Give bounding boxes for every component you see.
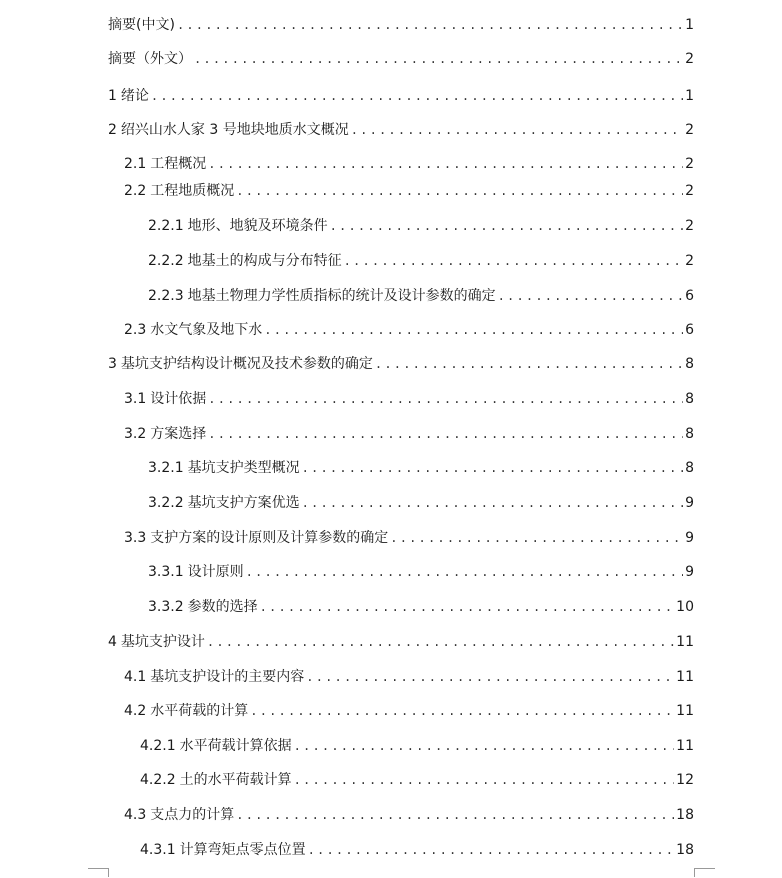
- dot-leader: [294, 737, 675, 755]
- toc-entry-4-1[interactable]: [124, 664, 694, 686]
- toc-entry-2-2-3[interactable]: [148, 283, 694, 305]
- dot-leader: [236, 806, 674, 824]
- toc-number: 1: [108, 88, 117, 104]
- dot-leader: [294, 771, 675, 789]
- dot-leader: [208, 390, 683, 408]
- toc-page-number: 9: [685, 530, 694, 546]
- toc-title: 基坑支护设计的主要内容: [150, 669, 305, 685]
- toc-title: 摘要(中文): [108, 17, 175, 33]
- toc-entry-2-2[interactable]: [124, 178, 694, 200]
- dot-leader: [351, 121, 683, 139]
- dot-leader: [194, 50, 683, 68]
- toc-page-number: 9: [685, 495, 694, 511]
- toc-page-number: 10: [676, 599, 694, 615]
- toc-title: 地基土的构成与分布特征: [187, 253, 342, 269]
- toc-page-number: 2: [685, 51, 694, 67]
- toc-number: 4.3.1: [140, 842, 176, 858]
- toc-page-number: 18: [676, 842, 694, 858]
- toc-number: 4.3: [124, 807, 147, 823]
- toc-page-number: 6: [685, 288, 694, 304]
- toc-number: 4: [108, 634, 117, 650]
- toc-entry-2-3[interactable]: [124, 317, 694, 339]
- toc-number: 3.1: [124, 391, 147, 407]
- toc-title: 设计依据: [150, 391, 207, 407]
- toc-number: 3.3.1: [148, 564, 184, 580]
- toc-number: 2.2: [124, 183, 147, 199]
- dot-leader: [250, 702, 674, 720]
- toc-title: 地形、地貌及环境条件: [187, 218, 328, 234]
- dot-leader: [330, 217, 683, 235]
- toc-number: 3.3: [124, 530, 147, 546]
- toc-title: 支护方案的设计原则及计算参数的确定: [150, 530, 389, 546]
- toc-number: 2.1: [124, 156, 147, 172]
- toc-entry-3-3-1[interactable]: [148, 559, 694, 581]
- toc-page-number: 2: [685, 156, 694, 172]
- toc-page-number: 12: [676, 772, 694, 788]
- dot-leader: [207, 633, 674, 651]
- toc-title: 设计原则: [187, 564, 244, 580]
- toc-title: 方案选择: [150, 426, 207, 442]
- toc-page-number: 6: [685, 322, 694, 338]
- toc-page-number: 8: [685, 460, 694, 476]
- toc-page-number: 2: [685, 253, 694, 269]
- toc-entry-3[interactable]: [108, 351, 694, 373]
- toc-title: 基坑支护类型概况: [187, 460, 300, 476]
- toc-title: 参数的选择: [187, 599, 258, 615]
- dot-leader: [246, 563, 683, 581]
- toc-entry-1[interactable]: [108, 83, 694, 105]
- toc-title: 水文气象及地下水: [150, 322, 263, 338]
- toc-page-number: 2: [685, 218, 694, 234]
- toc-page-number: 11: [676, 738, 694, 754]
- toc-number: 3: [108, 356, 117, 372]
- toc-title: 土的水平荷载计算: [179, 772, 292, 788]
- toc-number: 2.2.3: [148, 288, 184, 304]
- dot-leader: [264, 321, 683, 339]
- toc-entry-2-2-2[interactable]: [148, 248, 694, 270]
- toc-page-number: 8: [685, 356, 694, 372]
- toc-entry-4-2[interactable]: [124, 698, 694, 720]
- dot-leader: [375, 355, 683, 373]
- toc-entry-3-3[interactable]: [124, 525, 694, 547]
- toc-title: 计算弯矩点零点位置: [179, 842, 306, 858]
- toc-entry-2-2-1[interactable]: [148, 213, 694, 235]
- toc-entry-abstract-foreign[interactable]: [108, 46, 694, 68]
- toc-title: 摘要（外文）: [108, 51, 192, 67]
- toc-entry-4-3-1[interactable]: [140, 837, 694, 859]
- toc-title: 工程地质概况: [150, 183, 235, 199]
- toc-page-number: 9: [685, 564, 694, 580]
- dot-leader: [260, 598, 675, 616]
- toc-page-number: 18: [676, 807, 694, 823]
- toc-number: 3.2.1: [148, 460, 184, 476]
- dot-leader: [177, 16, 683, 34]
- toc-title: 水平荷载的计算: [150, 703, 249, 719]
- toc-entry-3-1[interactable]: [124, 386, 694, 408]
- toc-page-number: 2: [685, 122, 694, 138]
- toc-entry-3-2[interactable]: [124, 421, 694, 443]
- toc-page-number: 2: [685, 183, 694, 199]
- dot-leader: [208, 425, 683, 443]
- toc-title: 工程概况: [150, 156, 207, 172]
- toc-page-number: 8: [685, 391, 694, 407]
- page-corner-mark-left: [88, 868, 109, 877]
- toc-entry-3-2-2[interactable]: [148, 490, 694, 512]
- toc-number: 2.3: [124, 322, 147, 338]
- dot-leader: [151, 87, 683, 105]
- toc-title: 支点力的计算: [150, 807, 235, 823]
- toc-entry-4-3[interactable]: [124, 802, 694, 824]
- toc-number: 4.1: [124, 669, 147, 685]
- toc-page-number: 1: [685, 17, 694, 33]
- toc-entry-4-2-2[interactable]: [140, 767, 694, 789]
- dot-leader: [208, 155, 683, 173]
- dot-leader: [308, 841, 675, 859]
- toc-number: 2.2.1: [148, 218, 184, 234]
- dot-leader: [390, 529, 683, 547]
- toc-page-number: 8: [685, 426, 694, 442]
- dot-leader: [306, 668, 674, 686]
- dot-leader: [302, 459, 683, 477]
- toc-title: 基坑支护方案优选: [187, 495, 300, 511]
- toc-number: 4.2.1: [140, 738, 176, 754]
- toc-number: 2: [108, 122, 117, 138]
- dot-leader: [344, 252, 683, 270]
- toc-entry-4[interactable]: [108, 629, 694, 651]
- toc-title: 水平荷载计算依据: [179, 738, 292, 754]
- dot-leader: [498, 287, 683, 305]
- toc-entry-4-2-1[interactable]: [140, 733, 694, 755]
- toc-number: 2.2.2: [148, 253, 184, 269]
- toc-entry-3-3-2[interactable]: [148, 594, 694, 616]
- toc-entry-abstract-cn[interactable]: [108, 12, 694, 34]
- toc-entry-2-1[interactable]: [124, 151, 694, 173]
- toc-entry-3-2-1[interactable]: [148, 455, 694, 477]
- dot-leader: [236, 182, 683, 200]
- toc-page-number: 1: [685, 88, 694, 104]
- toc-title: 基坑支护结构设计概况及技术参数的确定: [120, 356, 373, 372]
- page-corner-mark-right: [694, 868, 715, 877]
- toc-title: 绍兴山水人家 3 号地块地质水文概况: [120, 122, 349, 138]
- toc-number: 3.2.2: [148, 495, 184, 511]
- toc-page-number: 11: [676, 669, 694, 685]
- toc-title: 绪论: [120, 88, 149, 104]
- dot-leader: [302, 494, 683, 512]
- toc-number: 3.3.2: [148, 599, 184, 615]
- toc-number: 4.2.2: [140, 772, 176, 788]
- toc-title: 基坑支护设计: [120, 634, 205, 650]
- toc-entry-2[interactable]: [108, 117, 694, 139]
- toc-page-number: 11: [676, 703, 694, 719]
- toc-number: 3.2: [124, 426, 147, 442]
- toc-number: 4.2: [124, 703, 147, 719]
- toc-title: 地基土物理力学性质指标的统计及设计参数的确定: [187, 288, 496, 304]
- toc-page-number: 11: [676, 634, 694, 650]
